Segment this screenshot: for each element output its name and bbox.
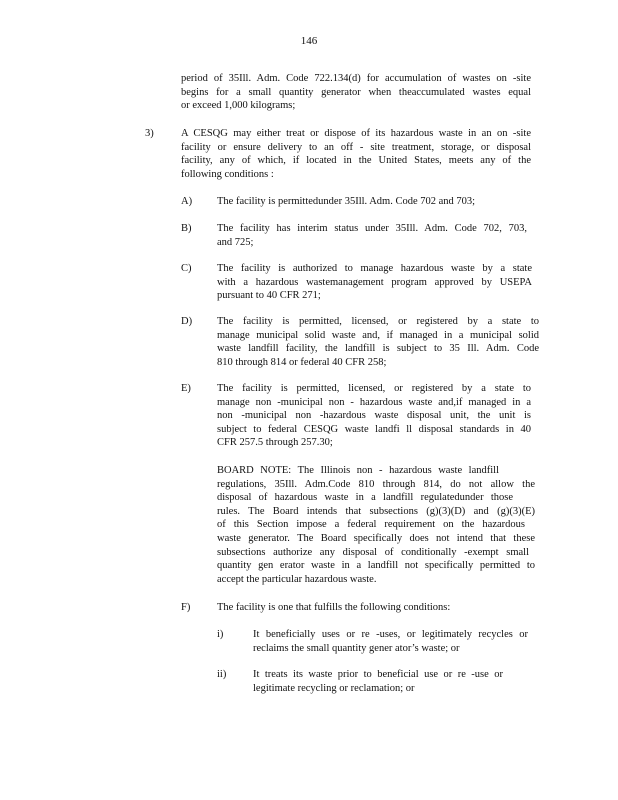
item-f-paragraph — [217, 601, 507, 615]
text-line: manage municipal solid waste and, if managed in a municipal solid — [217, 329, 539, 341]
text-line: facility or ensure delivery to an off - site treatment, storage, or disposal — [181, 141, 531, 153]
text-line: rules. The Board intends that subsections (g)(3)(D) and (g)(3)(E) — [217, 505, 535, 517]
item-d-paragraph — [217, 315, 539, 369]
text-line: regulations, 35Ill. Adm.Code 810 through 814, do not allow the — [217, 478, 535, 490]
text-line: begins for a small quantity generator when theaccumulated wastes equal — [181, 86, 531, 98]
item-3-paragraph — [181, 127, 531, 181]
item-ii-paragraph — [253, 668, 503, 695]
text-line: following conditions : — [181, 168, 274, 180]
item-i-paragraph — [253, 628, 528, 655]
item-e-label: E) — [181, 383, 191, 394]
text-line: A CESQG may either treat or dispose of its hazardous waste in an on -site — [181, 128, 531, 139]
text-line: with a hazardous wastemanagement program approved by USEPA — [217, 276, 532, 288]
item-3-label: 3) — [145, 128, 154, 139]
text-line: pursuant to 40 CFR 271; — [217, 290, 321, 302]
text-line: subsections authorize any disposal of conditionally -exempt small — [217, 546, 529, 558]
text-line: legitimate recycling or reclamation; or — [253, 682, 415, 694]
text-line: The facility is permitted, licensed, or registered by a state to — [217, 383, 531, 394]
text-line: The facility is one that fulfills the following conditions: — [217, 602, 451, 613]
text-line: or exceed 1,000 kilograms; — [181, 100, 296, 112]
text-line: and 725; — [217, 236, 254, 248]
text-line: The facility is permitted, licensed, or registered by a state to — [217, 316, 539, 327]
text-line: non -municipal non -hazardous waste disposal unit, the unit is — [217, 410, 531, 422]
text-line: of this Section impose a federal requirement on the hazardous — [217, 519, 525, 531]
text-line: BOARD NOTE: The Illinois non - hazardous waste landfill — [217, 465, 499, 476]
text-line: The facility is authorized to manage hazardous waste by a state — [217, 263, 532, 274]
text-line: manage non -municipal non - hazardous waste and,if managed in a — [217, 396, 531, 408]
text-line: It treats its waste prior to beneficial use or re -use or — [253, 669, 503, 680]
text-line: quantity gen erator waste in a landfill not specifically permitted to — [217, 560, 535, 572]
text-line: CFR 257.5 through 257.30; — [217, 437, 333, 449]
board-note — [217, 464, 535, 586]
item-i-label: i) — [217, 629, 224, 640]
item-c-label: C) — [181, 263, 192, 274]
text-line: The facility has interim status under 35Ill. Adm. Code 702, 703, — [217, 223, 527, 234]
text-line: waste landfill facility, the landfill is subject to 35 Ill. Adm. Code — [217, 343, 539, 355]
item-f-label: F) — [181, 602, 191, 613]
text-line: reclaims the small quantity gener ator’s waste; or — [253, 642, 460, 654]
item-a-label: A) — [181, 196, 193, 207]
intro-paragraph — [181, 72, 531, 113]
text-line: It beneficially uses or re -uses, or legitimately recycles or — [253, 629, 528, 640]
item-c-paragraph — [217, 262, 532, 303]
text-line: period of 35Ill. Adm. Code 722.134(d) for accumulation of wastes on -site — [181, 73, 531, 84]
text-line: disposal of hazardous waste in a landfill regulatedunder those — [217, 492, 513, 504]
item-e-paragraph — [217, 382, 531, 450]
item-ii-label: ii) — [217, 669, 227, 680]
text-line: waste generator. The Board specifically does not intend that these — [217, 532, 535, 544]
text-line: 810 through 814 or federal 40 CFR 258; — [217, 356, 387, 368]
item-a-paragraph — [217, 195, 532, 209]
item-b-label: B) — [181, 223, 192, 234]
text-line: The facility is permittedunder 35Ill. Adm. Code 702 and 703; — [217, 196, 476, 207]
item-d-label: D) — [181, 316, 193, 327]
text-line: subject to federal CESQG waste landfi ll disposal standards in 40 — [217, 423, 531, 435]
text-line: accept the particular hazardous waste. — [217, 573, 377, 585]
item-b-paragraph — [217, 222, 527, 249]
page-number: 146 — [300, 35, 318, 47]
text-line: facility, any of which, if located in the United States, meets any of the — [181, 155, 531, 167]
